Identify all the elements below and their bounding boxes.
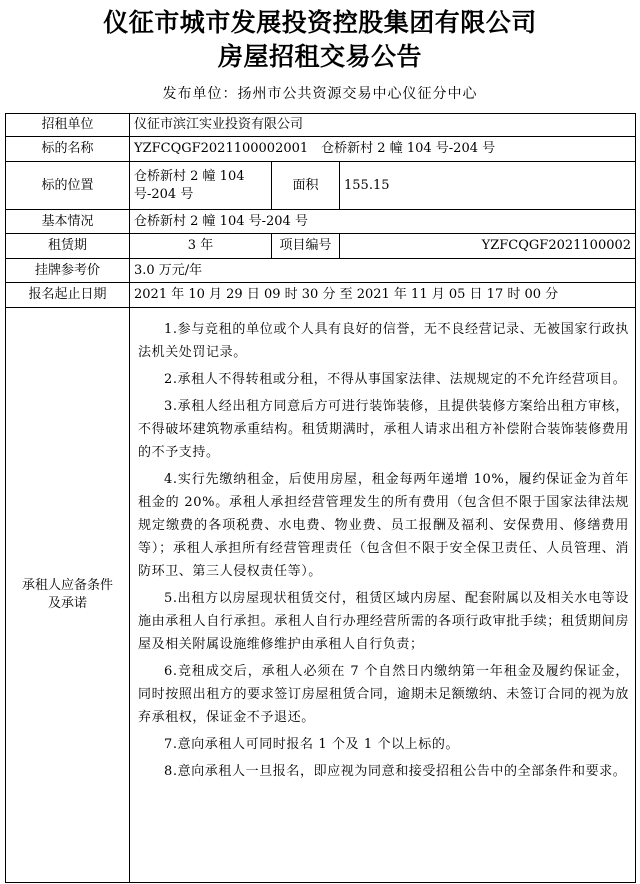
location-label: 标的位置 [6, 162, 130, 210]
condition-item: 3.承租人经出租方同意后方可进行装饰装修，且提供装修方案给出租方审核，不得破坏建筑物承重结构。租赁期满时，承租人请求出租方补偿附合装饰装修费用的不予支持。 [138, 399, 630, 460]
condition-item: 2.承租人不得转租或分租，不得从事国家法律、法规规定的不允许经营项目。 [164, 372, 627, 387]
lease-term-label: 租赁期 [6, 234, 130, 259]
reg-period-value: 2021 年 10 月 29 日 09 时 30 分 至 2021 年 11 月 05 日 17 时 00 分 [130, 283, 636, 308]
row-ref-price [6, 259, 636, 283]
condition-item: 4.实行先缴纳租金，后使用房屋，租金每两年递增 10%，履约保证金为首年租金的 20%。承租人承担经营管理发生的所有费用（包含但不限于国家法律法规规定缴费的各项税费、水电费、物业费、员工报酬及福利、安保费用、修缮费用等）；承租人承担所有经营管理责任（包含但不限于安全保卫责任、人员管理、消防环卫、第三人侵权责任等）。 [138, 472, 630, 579]
row-basic [6, 210, 636, 234]
row-reg-period [6, 283, 636, 308]
project-no-label: 项目编号 [272, 234, 340, 259]
row-lessor [6, 114, 636, 137]
target-name-label: 标的名称 [6, 137, 130, 162]
lease-info-table [5, 113, 636, 883]
announcement-title-line2: 房屋招租交易公告 [217, 42, 422, 71]
row-conditions [6, 308, 636, 883]
condition-item: 6.竞租成交后，承租人必须在 7 个自然日内缴纳第一年租金及履约保证金，同时按照出租方的要求签订房屋租赁合同，逾期未足额缴纳、未签订合同的视为放弃承租权，保证金不予退还。 [138, 664, 630, 725]
condition-item: 7.意向承租人可同时报名 1 个及 1 个以上标的。 [164, 737, 460, 752]
ref-price-label: 挂牌参考价 [6, 259, 130, 283]
row-lease-term [6, 234, 636, 259]
area-value: 155.15 [340, 162, 636, 210]
conditions-label-line2: 及承诺 [47, 596, 87, 611]
condition-item: 1.参与竞租的单位或个人具有良好的信誉，无不良经营记录、无被国家行政执法机关处罚记录。 [138, 322, 630, 360]
basic-label: 基本情况 [6, 210, 130, 234]
row-location [6, 162, 636, 210]
conditions-text [130, 308, 636, 883]
publisher-line: 发布单位：扬州市公共资源交易中心仪征分中心 [162, 86, 478, 102]
lessor-label: 招租单位 [6, 114, 130, 137]
conditions-label-line1: 承租人应备条件 [21, 578, 113, 593]
conditions-label [6, 308, 130, 883]
project-no-value: YZFCQGF2021100002 [340, 234, 636, 259]
lease-term-value: 3 年 [130, 234, 272, 259]
basic-value: 仓桥新村 2 幢 104 号-204 号 [130, 210, 636, 234]
ref-price-value: 3.0 万元/年 [130, 259, 636, 283]
location-value: 仓桥新村 2 幢 104 号-204 号 [130, 162, 272, 210]
area-label: 面积 [272, 162, 340, 210]
lessor-value: 仪征市滨江实业投资有限公司 [130, 114, 636, 137]
target-name-value: YZFCQGF2021100002001 仓桥新村 2 幢 104 号-204 号 [130, 137, 636, 162]
condition-item: 8.意向承租人一旦报名，即应视为同意和接受招租公告中的全部条件和要求。 [164, 764, 627, 779]
condition-item: 5.出租方以房屋现状租赁交付，租赁区域内房屋、配套附属以及相关水电等设施由承租人自行承担。承租人自行办理经营所需的各项行政审批手续；租赁期间房屋及相关附属设施维修维护由承租人自行负责； [138, 591, 630, 652]
announcement-title-line1: 仪征市城市发展投资控股集团有限公司 [103, 8, 537, 37]
reg-period-label: 报名起止日期 [6, 283, 130, 308]
row-target-name [6, 137, 636, 162]
